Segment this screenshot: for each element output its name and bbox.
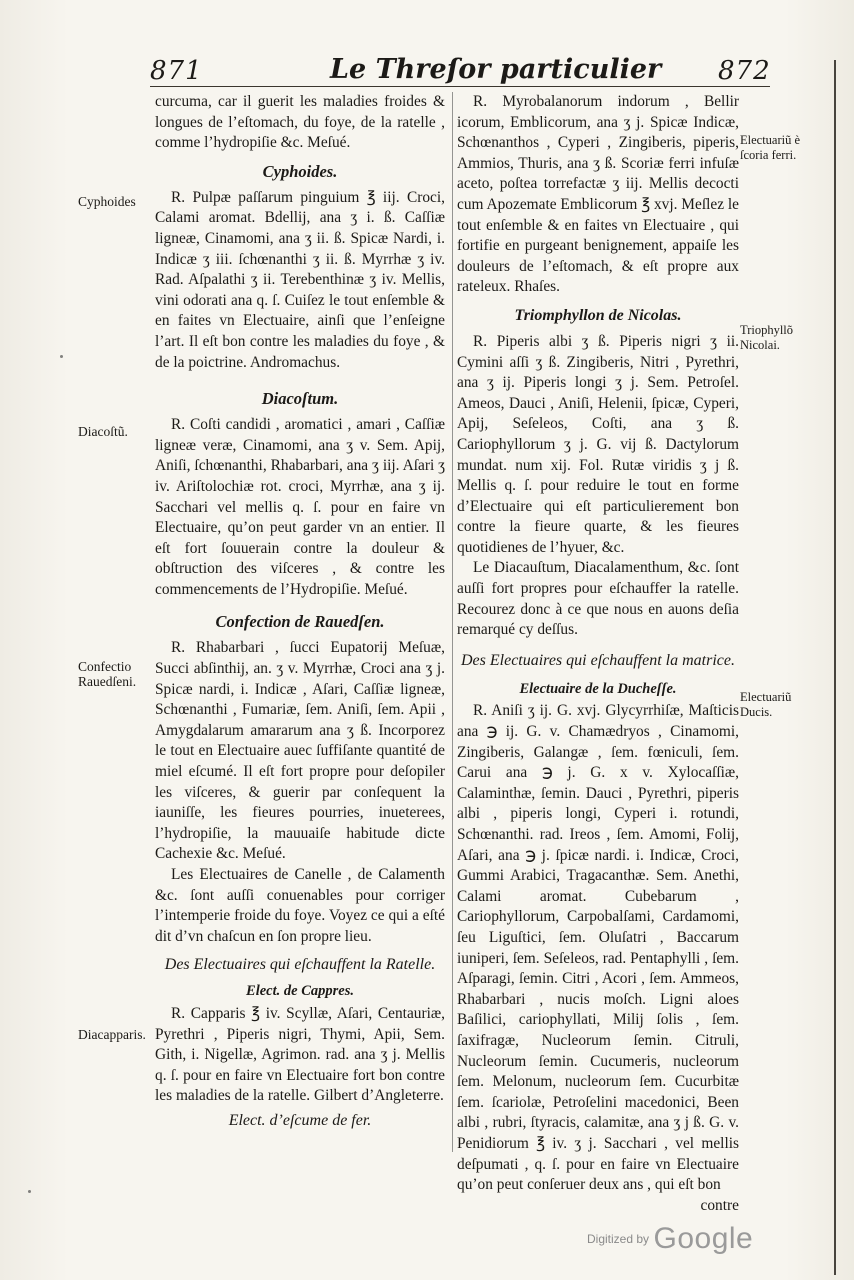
running-title: Le Threſor particulier bbox=[330, 54, 662, 85]
heading-diacostum: Diacoſtum. bbox=[261, 389, 339, 409]
paragraph-duchesse: R. Aniſi ʒ ij. G. xvj. Glycyrrhiſæ, Maſticis ana ℈ ij. G. v. Chamædryos , Cinamomi, Zingiberis, Galangæ , ſem. fœniculi, ſem. Carui ana ℈ j. G. x v. Xylocaſſiæ, Calaminthæ, ſemin. Dauci , Pyrethri, piperis albi , piperis longi, Cyperi i. rotundi, Schœnanthi. rad. Ireos , ſem. Amomi, Folij, Aſari, ana ℈ j. ſpicæ nardi. i. Indicæ, Croci, Gummi Arabici, Tragacanthæ. Sem. Anethi, Calami aromat. Cubebarum , Cariophyllorum, Carpobalſami, Cardamomi, ſeu Liguſtici, ſem. Oluſatri , Baccarum iuniperi, ſem. Seſeleos, rad. Pentaphylli , ſem. Aſparagi, ſemin. Citri , Acori , ſem. Ammeos, Rhabarbari , nucis moſch. Ligni aloes Baſilici, cariophyllati, Milij ſolis , ſem. ſaxifragæ, Nucleorum ſemin. Citruli, Nucleorum ſemin. Cucumeris, nucleorum ſem. Melonum, nucleorum ſem. Cucurbitæ ſem. ſcariolæ, Petroſelini macedonici, Been albi , rubri, ſtyracis, calamitæ, ana ʒ j ß. G. v. Penidiorum ℥ iv. ʒ j. Sacchari , vel mellis deſpumati , q. ſ. pour en faire vn Electuaire qu’on peut conſeruer deux ans , qui eſt bon bbox=[457, 702, 739, 1194]
paragraph-diacaustum: Le Diacauſtum, Diacalamenthum, &c. ſont auſſi fort propres pour eſchauffer la ratelle. Recourez donc à ce que nous en auons deſia remarqué cy deſſus. bbox=[457, 559, 739, 639]
digitized-label: Digitized by bbox=[587, 1232, 650, 1246]
page-edge-line bbox=[834, 60, 836, 1275]
digitized-by-google-stamp bbox=[587, 1222, 753, 1256]
paragraph-myrobalanorum: R. Myrobalanorum indorum , Bellir icorum, Emblicorum, ana ʒ j. Spicæ Indicæ, Schœnanthos , Cyperi , Zingiberis, piperis, Ammios, Thuris, ana ʒ ß. Scoriæ ferri infuſæ aceto, poſtea torrefactæ ʒ iij. Mellis decocti cum Apozemate Emblicorum ℥ xvj. Meſlez le tout enſemble & en faites vn Electuaire , qui fortifie en purgeant benignement, appaiſe les douleurs de l’eſtomach, & eſt propre aux rateleux. Rhaſes. bbox=[457, 93, 739, 296]
paragraph-confection: R. Rhabarbari , ſucci Eupatorij Meſuæ, Succi abſinthij, an. ʒ v. Myrrhæ, Croci ana ʒ j. Spicæ nardi, i. Indicæ , Aſari, Caſſiæ ligneæ, Schœnanthi , Fumariæ, ſem. Aniſi, ſem. Apii , Amygdalarum amararum ana ʒ ß. Incorporez le tout en Electuaire auec ſuffiſante quantité de miel eſcumé. Il eſt fort propre pour deſopiler les viſceres, & guerir par conſequent la iauniſſe, les fieures pourries, inueterees, l’hydropiſie, la mauuaiſe habitude dicte Cachexie &c. Meſué. bbox=[155, 639, 445, 863]
right-column bbox=[457, 92, 739, 1216]
left-column bbox=[155, 92, 445, 1137]
margin-note-cyphoides: Cyphoides bbox=[78, 194, 136, 209]
heading-ratelle: Des Electuaires qui eſchauffent la Ratelle. bbox=[164, 956, 436, 974]
page-number-right: 872 bbox=[718, 56, 771, 86]
header-rule bbox=[150, 86, 770, 87]
margin-note-electuarium-ducis: Electuariũ Ducis. bbox=[740, 690, 792, 719]
paragraph-triomphyllon: R. Piperis albi ʒ ß. Piperis nigri ʒ ii. Cymini aſſi ʒ ß. Zingiberis, Nitri , Pyrethri, ana ʒ ij. Piperis longi ʒ j. Sem. Petroſel. Ameos, Dauci , Aniſi, Helenii, ſpicæ, Cyperi, Apij, Seſeleos, Coſti, ana ʒ ß. Cariophyllorum ʒ j. G. vij ß. Dactylorum mundat. num xij. Fol. Rutæ viridis ʒ j ß. Mellis q. ſ. pour reduire le tout en forme d’Electuaire qui eſt particulierement bon contre la fieure quarte, & les fieures quotidienes de l’hyuer, &c. bbox=[457, 332, 739, 556]
paragraph-canelle: Les Electuaires de Canelle , de Calamenth &c. ſont auſſi conuenables pour corriger l’intemperie froide du foye. Voyez ce qui a eſté dit d’vn chaſcun en ſon propre lieu. bbox=[155, 866, 445, 945]
heading-duchesse: Electuaire de la Ducheſſe. bbox=[519, 680, 677, 697]
heading-triomphyllon: Triomphyllon de Nicolas. bbox=[514, 306, 682, 324]
paragraph-cappres: R. Capparis ℥ iv. Scyllæ, Aſari, Centauriæ, Pyrethri , Piperis nigri, Thymi, Apii, Sem. Gith, i. Nigellæ, Agrimon. rad. ana ʒ j. Mellis q. ſ. pour en faire vn Electuaire fort bon contre les maladies de la ratelle. Gilbert d’Angleterre. bbox=[155, 1004, 445, 1105]
google-logo-text: Google bbox=[653, 1222, 754, 1255]
heading-cappres: Elect. de Cappres. bbox=[246, 983, 354, 1000]
margin-note-confectio: Confectio Rauedſeni. bbox=[78, 659, 137, 689]
margin-note-diacapparis: Diacapparis. bbox=[78, 1027, 146, 1042]
heading-escume-de-fer: Elect. d’eſcume de fer. bbox=[228, 1111, 372, 1129]
page-number-left: 871 bbox=[150, 56, 203, 86]
paragraph-curcuma: curcuma, car il guerit les maladies froides & longues de l’eſtomach, du foye, de la ratelle , comme l’hydropiſie &c. Meſué. bbox=[155, 93, 445, 152]
heading-cyphoides: Cyphoides. bbox=[262, 161, 338, 181]
heading-confection: Confection de Rauedſen. bbox=[215, 612, 385, 632]
ink-speck bbox=[28, 1190, 31, 1193]
margin-note-diacostum: Diacoſtũ. bbox=[78, 424, 128, 439]
paragraph-cyphoides: R. Pulpæ paſſarum pinguium ℥ iij. Croci, Calami aromat. Bdellij, ana ʒ i. ß. Caſſiæ ligneæ, Cinamomi, ana ʒ ii. ß. Spicæ Nardi, i. Indicæ ʒ iii. ſchœnanthi ʒ ii. ß. Myrrhæ ʒ iv. Rad. Aſpalathi ʒ ii. Terebenthinæ ʒ iv. Mellis, vini odorati ana q. ſ. Cuiſez le tout enſemble & en faites vn Electuaire, ainſi que l’enſeigne l’art. Il eſt bon contre les maladies du foye , & de la poictrine. Andromachus. bbox=[155, 188, 445, 371]
column-divider bbox=[452, 92, 453, 1152]
ink-speck bbox=[60, 355, 63, 358]
paragraph-diacostum: R. Coſti candidi , aromatici , amari , Caſſiæ ligneæ veræ, Cinamomi, ana ʒ v. Sem. Apij, Aniſi, ſchœnanthi, Rhabarbari, ana ʒ iij. Aſari ʒ iv. Ariſtolochiæ rot. croci, Myrrhæ, ana ʒ ij. Sacchari vel mellis q. ſ. pour en faire vn Electuaire, qu’on peut garder vn an entier. Il eſt fort ſouuerain contre la douleur & obſtruction des viſceres , & contre les commencements de l’Hydropiſie. Meſué. bbox=[155, 416, 445, 598]
catchword: contre bbox=[700, 1196, 739, 1214]
margin-note-electuarium-scoria: Electuariũ è ſcoria ferri. bbox=[740, 133, 801, 162]
heading-matrice: Des Electuaires qui eſchauffent la matrice. bbox=[460, 651, 735, 669]
running-header bbox=[0, 54, 854, 90]
margin-note-triophyllon: Triophyllõ Nicolai. bbox=[740, 323, 794, 352]
